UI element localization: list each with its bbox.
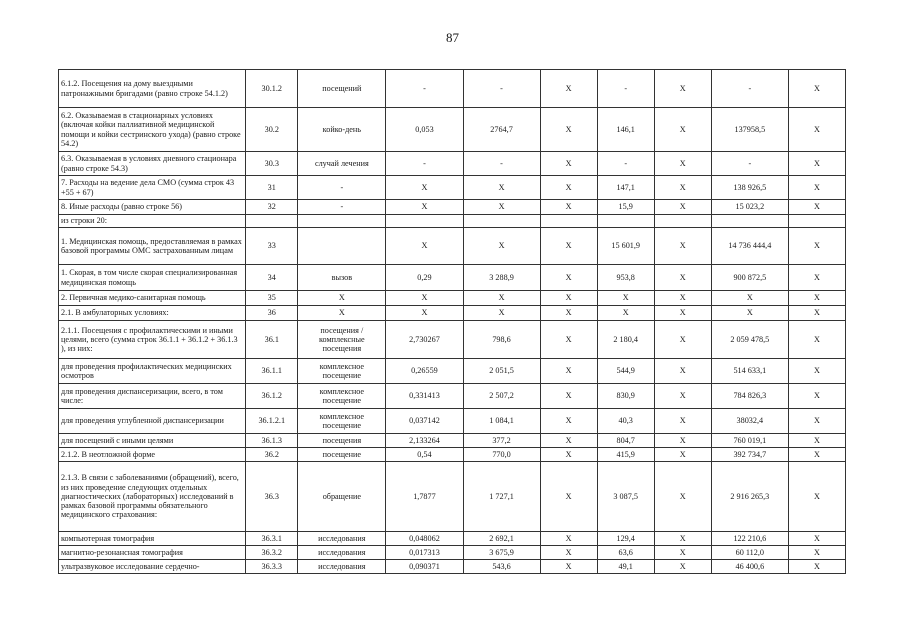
cell-volume-norm: 0,037142 — [386, 409, 463, 434]
table-row — [59, 215, 846, 228]
cell-cost-oms: 138 926,5 — [711, 176, 788, 200]
cell-volume-norm: 0,053 — [386, 108, 463, 152]
cell-cost-norm: 2764,7 — [463, 108, 540, 152]
cell-col-per-capita-budget: X — [540, 108, 597, 152]
cell-cost-oms: 14 736 444,4 — [711, 228, 788, 265]
cell-col-per-capita-budget — [540, 215, 597, 228]
cell-row-code: 36.3.2 — [246, 546, 298, 560]
cell-row-code: 32 — [246, 200, 298, 215]
cell-cost-oms: 392 734,7 — [711, 448, 788, 462]
cell-row-name: 2.1.3. В связи с заболеваниями (обращений), всего, из них проведение следующих отдельных диагностических (лабораторных) исследований в рамках базовой программы обязательного медицинского страхования: — [59, 462, 246, 532]
cell-per-capita-oms: 63,6 — [597, 546, 654, 560]
cell-cost-norm: 543,6 — [463, 560, 540, 574]
cell-volume-norm: 0,331413 — [386, 384, 463, 409]
cell-row-code: 36.1.1 — [246, 359, 298, 384]
cell-cost-norm: 798,6 — [463, 321, 540, 359]
cell-row-code: 36 — [246, 306, 298, 321]
cell-volume-norm: - — [386, 70, 463, 108]
cell-volume-norm: X — [386, 228, 463, 265]
cell-col-cost-budget: X — [654, 532, 711, 546]
cell-per-capita-oms: 3 087,5 — [597, 462, 654, 532]
cell-per-capita-oms: X — [597, 306, 654, 321]
cell-row-name: компьютерная томография — [59, 532, 246, 546]
cell-col-cost-budget — [654, 215, 711, 228]
cell-col-per-capita-budget: X — [540, 560, 597, 574]
cell-cost-oms: 2 916 265,3 — [711, 462, 788, 532]
cell-volume-norm: 1,7877 — [386, 462, 463, 532]
cell-unit: комплексное посещение — [298, 384, 386, 409]
cell-volume-norm: 0,017313 — [386, 546, 463, 560]
cell-volume-norm: X — [386, 291, 463, 306]
cell-row-name: для проведения углубленной диспансеризации — [59, 409, 246, 434]
cell-per-capita-oms: 2 180,4 — [597, 321, 654, 359]
cell-unit: исследования — [298, 532, 386, 546]
table-row — [59, 560, 846, 574]
cell-col-cost-budget: X — [654, 448, 711, 462]
cell-per-capita-oms: 15 601,9 — [597, 228, 654, 265]
cell-cost-oms — [711, 215, 788, 228]
cell-col-percent: X — [788, 434, 845, 448]
cell-cost-oms: - — [711, 152, 788, 176]
cell-row-code: 36.1.3 — [246, 434, 298, 448]
cell-unit: - — [298, 176, 386, 200]
cell-cost-norm: 2 051,5 — [463, 359, 540, 384]
cell-col-percent: X — [788, 70, 845, 108]
cell-row-code: 36.3.3 — [246, 560, 298, 574]
cell-unit: обращение — [298, 462, 386, 532]
cell-col-cost-budget: X — [654, 70, 711, 108]
cell-col-per-capita-budget: X — [540, 532, 597, 546]
cell-row-code: 30.1.2 — [246, 70, 298, 108]
cell-row-name: 8. Иные расходы (равно строке 56) — [59, 200, 246, 215]
cell-cost-norm: 2 692,1 — [463, 532, 540, 546]
cell-unit — [298, 228, 386, 265]
cell-col-cost-budget: X — [654, 200, 711, 215]
cell-cost-norm: 377,2 — [463, 434, 540, 448]
cell-volume-norm: 0,048062 — [386, 532, 463, 546]
cell-cost-oms: 60 112,0 — [711, 546, 788, 560]
cell-volume-norm: 2,133264 — [386, 434, 463, 448]
cell-cost-oms: 2 059 478,5 — [711, 321, 788, 359]
page-number: 87 — [446, 30, 459, 45]
cell-col-per-capita-budget: X — [540, 434, 597, 448]
cell-col-percent: X — [788, 306, 845, 321]
cell-col-cost-budget: X — [654, 560, 711, 574]
cell-col-per-capita-budget: X — [540, 546, 597, 560]
cell-col-percent: X — [788, 321, 845, 359]
cell-row-code: 35 — [246, 291, 298, 306]
cell-unit: комплексное посещение — [298, 409, 386, 434]
cell-col-per-capita-budget: X — [540, 200, 597, 215]
cell-col-cost-budget: X — [654, 321, 711, 359]
cell-col-percent: X — [788, 359, 845, 384]
cell-row-name: 2.1.2. В неотложной форме — [59, 448, 246, 462]
cell-per-capita-oms: 804,7 — [597, 434, 654, 448]
cell-cost-norm: 3 288,9 — [463, 265, 540, 291]
cell-col-per-capita-budget: X — [540, 265, 597, 291]
cell-row-name: для посещений с иными целями — [59, 434, 246, 448]
cell-col-percent: X — [788, 448, 845, 462]
cell-row-code: 33 — [246, 228, 298, 265]
cell-col-percent: X — [788, 546, 845, 560]
cell-volume-norm: 0,54 — [386, 448, 463, 462]
cell-row-name: 2. Первичная медико-санитарная помощь — [59, 291, 246, 306]
cell-unit: койко-день — [298, 108, 386, 152]
table-row — [59, 434, 846, 448]
cell-cost-norm: X — [463, 200, 540, 215]
cell-row-code: 36.1.2.1 — [246, 409, 298, 434]
cell-col-per-capita-budget: X — [540, 70, 597, 108]
cell-unit: посещений — [298, 70, 386, 108]
cell-volume-norm: X — [386, 200, 463, 215]
cell-cost-oms: 784 826,3 — [711, 384, 788, 409]
cell-cost-norm: - — [463, 152, 540, 176]
cell-cost-norm: X — [463, 176, 540, 200]
table-row — [59, 200, 846, 215]
data-table — [58, 69, 846, 574]
cell-per-capita-oms: 146,1 — [597, 108, 654, 152]
cell-cost-oms: 137958,5 — [711, 108, 788, 152]
cell-row-name: для проведения диспансеризации, всего, в том числе: — [59, 384, 246, 409]
cell-cost-oms: 46 400,6 — [711, 560, 788, 574]
cell-col-per-capita-budget: X — [540, 448, 597, 462]
table-row — [59, 448, 846, 462]
cell-per-capita-oms: 953,8 — [597, 265, 654, 291]
cell-col-per-capita-budget: X — [540, 152, 597, 176]
cell-volume-norm: X — [386, 306, 463, 321]
cell-volume-norm: X — [386, 176, 463, 200]
cell-cost-norm: X — [463, 291, 540, 306]
cell-col-cost-budget: X — [654, 228, 711, 265]
cell-per-capita-oms: 129,4 — [597, 532, 654, 546]
cell-row-name: ультразвуковое исследование сердечно- — [59, 560, 246, 574]
cell-cost-oms: 122 210,6 — [711, 532, 788, 546]
cell-col-cost-budget: X — [654, 265, 711, 291]
cell-col-percent: X — [788, 532, 845, 546]
cell-cost-oms: 15 023,2 — [711, 200, 788, 215]
cell-col-per-capita-budget: X — [540, 228, 597, 265]
cell-row-name: 2.1.1. Посещения с профилактическими и иными целями, всего (сумма строк 36.1.1 + 36.1.2 + 36.1.3 ), из них: — [59, 321, 246, 359]
cell-col-cost-budget: X — [654, 434, 711, 448]
cell-unit: - — [298, 200, 386, 215]
cell-row-name: 7. Расходы на ведение дела СМО (сумма строк 43 +55 + 67) — [59, 176, 246, 200]
cell-per-capita-oms: 15,9 — [597, 200, 654, 215]
cell-row-name: 1. Скорая, в том числе скорая специализированная медицинская помощь — [59, 265, 246, 291]
cell-col-cost-budget: X — [654, 306, 711, 321]
cell-volume-norm: 0,29 — [386, 265, 463, 291]
table-body — [59, 70, 846, 574]
cell-col-percent — [788, 215, 845, 228]
cell-col-cost-budget: X — [654, 384, 711, 409]
cell-volume-norm: - — [386, 152, 463, 176]
cell-cost-oms: - — [711, 70, 788, 108]
table-row — [59, 306, 846, 321]
table-row — [59, 70, 846, 108]
cell-per-capita-oms: 415,9 — [597, 448, 654, 462]
table-row — [59, 384, 846, 409]
table-row — [59, 321, 846, 359]
table-row — [59, 462, 846, 532]
cell-col-percent: X — [788, 560, 845, 574]
cell-col-per-capita-budget: X — [540, 359, 597, 384]
cell-unit: X — [298, 291, 386, 306]
cell-row-code: 34 — [246, 265, 298, 291]
cell-unit: случай лечения — [298, 152, 386, 176]
table-row — [59, 265, 846, 291]
cell-col-cost-budget: X — [654, 291, 711, 306]
cell-col-cost-budget: X — [654, 546, 711, 560]
cell-col-per-capita-budget: X — [540, 176, 597, 200]
cell-volume-norm — [386, 215, 463, 228]
cell-row-name: 6.3. Оказываемая в условиях дневного стационара (равно строке 54.3) — [59, 152, 246, 176]
cell-col-cost-budget: X — [654, 152, 711, 176]
cell-col-percent: X — [788, 384, 845, 409]
table-row — [59, 176, 846, 200]
cell-volume-norm: 2,730267 — [386, 321, 463, 359]
cell-col-cost-budget: X — [654, 108, 711, 152]
cell-cost-oms: X — [711, 291, 788, 306]
cell-col-percent: X — [788, 265, 845, 291]
cell-col-cost-budget: X — [654, 462, 711, 532]
cell-col-percent: X — [788, 409, 845, 434]
cell-row-name: для проведения профилактических медицинских осмотров — [59, 359, 246, 384]
table-row — [59, 291, 846, 306]
cell-cost-oms: 514 633,1 — [711, 359, 788, 384]
cell-per-capita-oms: 147,1 — [597, 176, 654, 200]
cell-per-capita-oms: 49,1 — [597, 560, 654, 574]
cell-per-capita-oms: - — [597, 70, 654, 108]
cell-cost-norm: 2 507,2 — [463, 384, 540, 409]
cell-unit: посещение — [298, 448, 386, 462]
cell-col-per-capita-budget: X — [540, 409, 597, 434]
cell-col-per-capita-budget: X — [540, 384, 597, 409]
table-row — [59, 546, 846, 560]
cell-row-code: 30.2 — [246, 108, 298, 152]
table-row — [59, 108, 846, 152]
cell-cost-norm: 3 675,9 — [463, 546, 540, 560]
cell-row-name: из строки 20: — [59, 215, 246, 228]
cell-col-percent: X — [788, 228, 845, 265]
cell-row-code: 36.3 — [246, 462, 298, 532]
cell-col-per-capita-budget: X — [540, 306, 597, 321]
cell-unit — [298, 215, 386, 228]
cell-col-percent: X — [788, 176, 845, 200]
cell-row-code: 36.1 — [246, 321, 298, 359]
cell-cost-norm: - — [463, 70, 540, 108]
cell-unit: посещения — [298, 434, 386, 448]
cell-cost-norm: X — [463, 228, 540, 265]
cell-col-per-capita-budget: X — [540, 291, 597, 306]
cell-unit: X — [298, 306, 386, 321]
cell-per-capita-oms: 830,9 — [597, 384, 654, 409]
cell-row-name: магнитно-резонансная томография — [59, 546, 246, 560]
cell-cost-oms: 760 019,1 — [711, 434, 788, 448]
table-row — [59, 152, 846, 176]
table-row — [59, 409, 846, 434]
cell-per-capita-oms: X — [597, 291, 654, 306]
cell-per-capita-oms — [597, 215, 654, 228]
table-row — [59, 228, 846, 265]
cell-per-capita-oms: - — [597, 152, 654, 176]
cell-unit: вызов — [298, 265, 386, 291]
cell-row-name: 1. Медицинская помощь, предоставляемая в рамках базовой программы ОМС застрахованным лицам — [59, 228, 246, 265]
cell-row-code: 36.1.2 — [246, 384, 298, 409]
cell-col-percent: X — [788, 462, 845, 532]
cell-col-cost-budget: X — [654, 359, 711, 384]
cell-row-name: 6.1.2. Посещения на дому выездными патронажными бригадами (равно строке 54.1.2) — [59, 70, 246, 108]
cell-col-percent: X — [788, 200, 845, 215]
cell-per-capita-oms: 544,9 — [597, 359, 654, 384]
table-row — [59, 359, 846, 384]
cell-row-code: 36.3.1 — [246, 532, 298, 546]
cell-col-percent: X — [788, 152, 845, 176]
cell-row-code: 31 — [246, 176, 298, 200]
cell-cost-oms: X — [711, 306, 788, 321]
cell-unit: комплексное посещение — [298, 359, 386, 384]
cell-volume-norm: 0,090371 — [386, 560, 463, 574]
cell-row-name: 2.1. В амбулаторных условиях: — [59, 306, 246, 321]
cell-col-per-capita-budget: X — [540, 321, 597, 359]
cell-per-capita-oms: 40,3 — [597, 409, 654, 434]
cell-row-code — [246, 215, 298, 228]
cell-cost-norm: 1 727,1 — [463, 462, 540, 532]
cell-cost-norm: X — [463, 306, 540, 321]
cell-volume-norm: 0,26559 — [386, 359, 463, 384]
cell-cost-oms: 38032,4 — [711, 409, 788, 434]
cell-col-percent: X — [788, 291, 845, 306]
cell-cost-norm: 770,0 — [463, 448, 540, 462]
cell-unit: исследования — [298, 546, 386, 560]
cell-unit: посещения / комплексные посещения — [298, 321, 386, 359]
cell-col-cost-budget: X — [654, 176, 711, 200]
cell-col-percent: X — [788, 108, 845, 152]
cell-unit: исследования — [298, 560, 386, 574]
table-row — [59, 532, 846, 546]
cell-cost-norm — [463, 215, 540, 228]
cell-cost-norm: 1 084,1 — [463, 409, 540, 434]
cell-cost-oms: 900 872,5 — [711, 265, 788, 291]
cell-col-cost-budget: X — [654, 409, 711, 434]
cell-row-name: 6.2. Оказываемая в стационарных условиях (включая койки паллиативной медицинской помощи и койки сестринского ухода) (равно строке 54.2) — [59, 108, 246, 152]
cell-col-per-capita-budget: X — [540, 462, 597, 532]
cell-row-code: 36.2 — [246, 448, 298, 462]
cell-row-code: 30.3 — [246, 152, 298, 176]
